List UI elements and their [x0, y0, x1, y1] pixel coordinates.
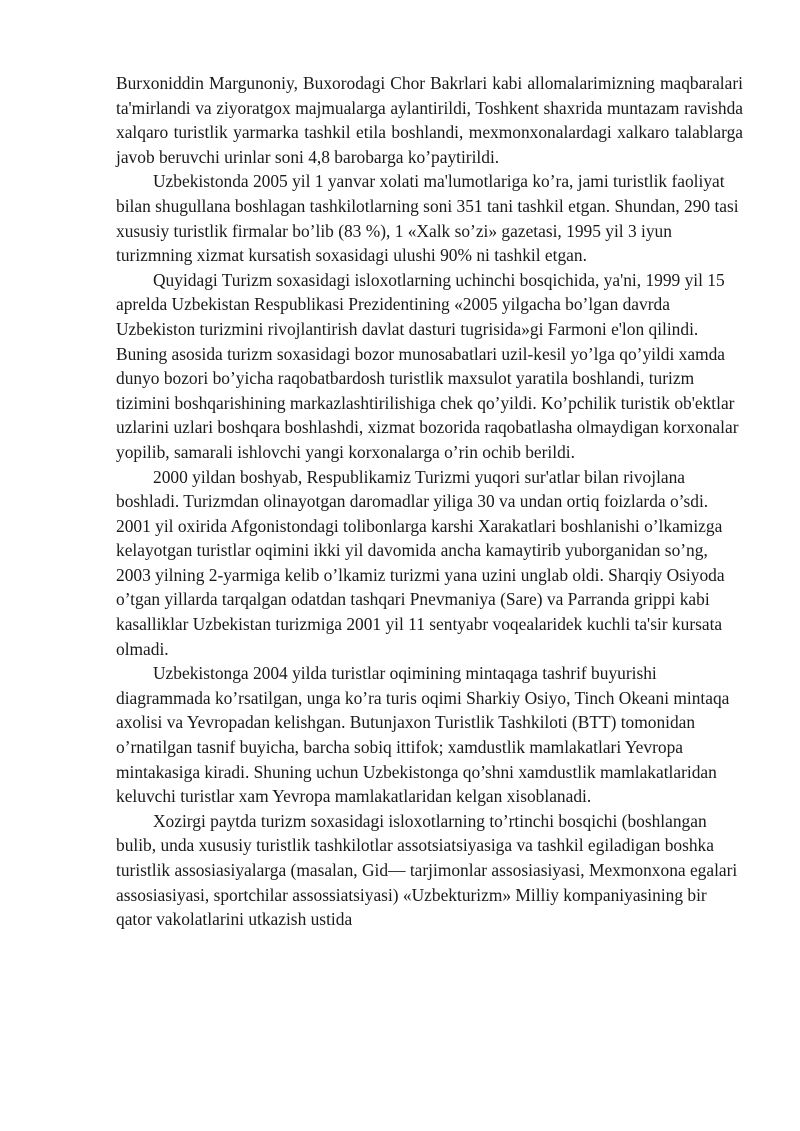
paragraph-6: Xozirgi paytda turizm soxasidagi isloxotlarning to’rtinchi bosqichi (boshlangan bulib, unda xususiy turistlik tashkilotlar assotsiatsiyasiga va tashkil egiladigan boshka turistlik assosiasiyalarga (masalan, Gid— tarjimonlar assosiasiyasi, Mexmonxona egalari assosiasiyasi, sportchilar assossiatsiyasi) «Uzbekturizm» Milliy kompaniyasining bir qator vakolatlarini utkazish ustida	[116, 810, 738, 930]
paragraph-2: Uzbekistonda 2005 yil 1 yanvar xolati ma'lumotlariga ko’ra, jami turistlik faoliyat bilan shugullana boshlagan tashkilotlarning soni 351 tani tashkil etgan. Shundan, 290 tasi xususiy turistlik firmalar bo’lib (83 %), 1 «Xalk so’zi» gazetasi, 1995 yil 3 iyun turizmning xizmat kursatish soxasidagi ulushi 90% ni tashkil etgan.	[116, 171, 739, 266]
document-page	[116, 71, 743, 932]
paragraph-3: Quyidagi Turizm soxasidagi isloxotlarning uchinchi bosqichida, ya'ni, 1999 yil 15 aprelda Uzbekistan Respublikasi Prezidentining «2005 yilgacha bo’lgan davrda Uzbekiston turizmini rivojlantirish davlat dasturi tugrisida»gi Farmoni e'lon qilindi. Buning asosida turizm soxasidagi bozor munosabatlari uzil-kesil yo’lga qo’yildi xamda dunyo bozori bo’yicha raqobatbardosh turistlik maxsulot yaratila boshlandi, turizm tizimini boshqarishining markazlashtirilishiga chek qo’yildi. Ko’pchilik turistik ob'ektlar uzlarini uzlari boshqara boshlashdi, xizmat bozorida raqobatlasha olmaydigan korxonalar yopilib, samarali ishlovchi yangi korxonalarga o’rin ochib berildi.	[116, 269, 739, 462]
paragraph-5: Uzbekistonga 2004 yilda turistlar oqimining mintaqaga tashrif buyurishi diagrammada ko’rsatilgan, unga ko’ra turis oqimi Sharkiy Osiyo, Tinch Okeani mintaqa axolisi va Yevropadan kelishgan. Butunjaxon Turistlik Tashkiloti (BTT) tomonidan o’rnatilgan tasnif buyicha, barcha sobiq ittifok; xamdustlik mamlakatlari Yevropa mintakasiga kiradi. Shuning uchun Uzbekistonga qo’shni xamdustlik mamlakatlaridan keluvchi turistlar xam Yevropa mamlakatlaridan kelgan xisoblanadi.	[116, 663, 730, 807]
paragraph-4: 2000 yildan boshyab, Respublikamiz Turizmi yuqori sur'atlar bilan rivojlana boshladi. Turizmdan olinayotgan daromadlar yiliga 30 va undan ortiq foizlarda o’sdi. 2001 yil oxirida Afgonistondagi tolibonlarga karshi Xarakatlari boshlanishi o’lkamizga kelayotgan turistlar oqimini ikki yil davomida ancha kamaytirib yuborganidan so’ng, 2003 yilning 2-yarmiga kelib o’lkamiz turizmi yana uzini unglab oldi. Sharqiy Osiyoda o’tgan yillarda tarqalgan odatdan tashqari Pnevmaniya (Sare) va Parranda grippi kabi kasalliklar Uzbekistan turizmiga 2001 yil 11 sentyabr voqealaridek kuchli ta'sir kursata olmadi.	[116, 466, 725, 659]
paragraph-1: Burxoniddin Margunoniy, Buxorodagi Chor Bakrlari kabi allomalarimizning maqbaralari ta'mirlandi va ziyoratgox majmualarga aylantirildi, Toshkent shaxrida muntazam ravishda xalqaro turistlik yarmarka tashkil etila boshlandi, mexmonxonalardagi xalkaro talablarga javob beruvchi urinlar soni 4,8 barobarga ko’paytirildi.	[116, 73, 743, 167]
